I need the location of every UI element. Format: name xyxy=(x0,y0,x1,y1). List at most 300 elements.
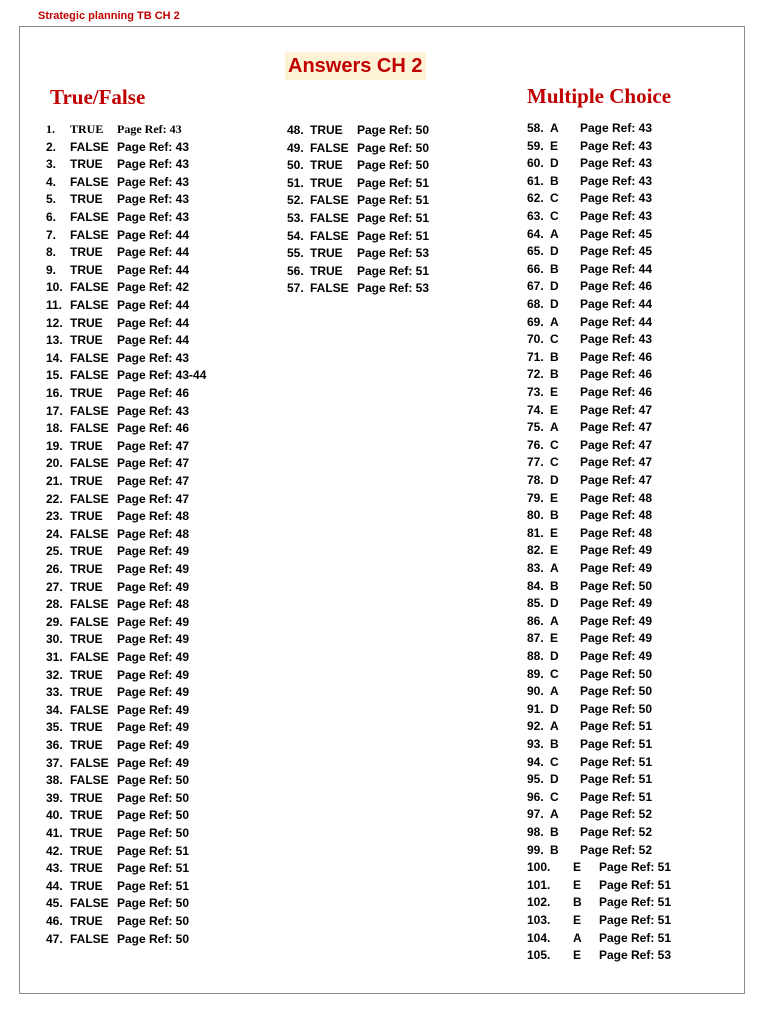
question-number: 59. xyxy=(527,139,544,153)
question-number: 78. xyxy=(527,473,544,487)
answer-value: TRUE xyxy=(70,386,103,400)
page-reference: Page Ref: 49 xyxy=(117,685,190,699)
question-number: 49. xyxy=(287,141,304,155)
question-number: 51. xyxy=(287,176,304,190)
page-reference: Page Ref: 49 xyxy=(580,631,653,645)
answer-value: TRUE xyxy=(70,263,103,277)
question-number: 88. xyxy=(527,649,544,663)
answer-value: A xyxy=(550,121,559,135)
question-number: 57. xyxy=(287,281,304,295)
question-number: 79. xyxy=(527,491,544,505)
question-number: 24. xyxy=(46,527,63,541)
answer-value: C xyxy=(550,755,559,769)
page-reference: Page Ref: 48 xyxy=(580,508,653,522)
question-number: 21. xyxy=(46,474,63,488)
question-number: 98. xyxy=(527,825,544,839)
question-number: 102. xyxy=(527,895,551,909)
page-reference: Page Ref: 51 xyxy=(357,211,430,225)
answer-value: C xyxy=(550,209,559,223)
answer-value: FALSE xyxy=(310,141,349,155)
answer-value: TRUE xyxy=(70,720,103,734)
answer-value: E xyxy=(550,631,559,645)
page-reference: Page Ref: 50 xyxy=(117,932,190,946)
page-reference: Page Ref: 47 xyxy=(580,455,653,469)
answer-value: B xyxy=(550,262,559,276)
question-number: 19. xyxy=(46,439,63,453)
answer-value: TRUE xyxy=(70,122,104,136)
question-number: 2. xyxy=(46,140,57,154)
answer-value: TRUE xyxy=(70,879,103,893)
page-reference: Page Ref: 43 xyxy=(117,122,182,136)
page-reference: Page Ref: 45 xyxy=(580,227,653,241)
answer-value: TRUE xyxy=(70,791,103,805)
page-reference: Page Ref: 51 xyxy=(580,755,653,769)
answer-value: A xyxy=(550,684,559,698)
page-reference: Page Ref: 43 xyxy=(117,351,190,365)
answer-value: TRUE xyxy=(310,246,343,260)
question-number: 11. xyxy=(46,298,63,312)
answer-value: B xyxy=(550,825,559,839)
answer-value: TRUE xyxy=(70,826,103,840)
page-reference: Page Ref: 52 xyxy=(580,843,653,857)
answer-value: FALSE xyxy=(310,229,349,243)
page-reference: Page Ref: 50 xyxy=(580,667,653,681)
answer-value: D xyxy=(550,772,559,786)
page-reference: Page Ref: 45 xyxy=(580,244,653,258)
answer-value: TRUE xyxy=(310,264,343,278)
question-number: 93. xyxy=(527,737,544,751)
answer-value: FALSE xyxy=(70,597,109,611)
question-number: 103. xyxy=(527,913,551,927)
true-false-heading: True/False xyxy=(50,85,146,109)
question-number: 70. xyxy=(527,332,544,346)
page-reference: Page Ref: 49 xyxy=(117,720,190,734)
answer-value: FALSE xyxy=(70,228,109,242)
question-number: 44. xyxy=(46,879,63,893)
answer-value: E xyxy=(550,385,559,399)
answer-value: A xyxy=(550,807,559,821)
answer-value: TRUE xyxy=(70,861,103,875)
page-reference: Page Ref: 48 xyxy=(580,526,653,540)
page-reference: Page Ref: 50 xyxy=(117,826,190,840)
question-number: 80. xyxy=(527,508,544,522)
page-reference: Page Ref: 51 xyxy=(357,264,430,278)
page-reference: Page Ref: 47 xyxy=(117,456,190,470)
question-number: 76. xyxy=(527,438,544,452)
page-reference: Page Ref: 47 xyxy=(117,439,190,453)
question-number: 84. xyxy=(527,579,544,593)
question-number: 100. xyxy=(527,860,551,874)
answer-value: TRUE xyxy=(70,632,103,646)
answer-value: E xyxy=(573,860,582,874)
question-number: 94. xyxy=(527,755,544,769)
page-reference: Page Ref: 43 xyxy=(580,191,653,205)
page-reference: Page Ref: 51 xyxy=(580,719,653,733)
page-reference: Page Ref: 51 xyxy=(580,790,653,804)
answer-value: FALSE xyxy=(70,896,109,910)
question-number: 72. xyxy=(527,367,544,381)
answer-value: D xyxy=(550,156,559,170)
page-title: Answers CH 2 xyxy=(285,52,426,80)
question-number: 92. xyxy=(527,719,544,733)
question-number: 47. xyxy=(46,932,63,946)
page-reference: Page Ref: 44 xyxy=(117,333,190,347)
answer-value: TRUE xyxy=(310,158,343,172)
page-reference: Page Ref: 50 xyxy=(117,896,190,910)
question-number: 73. xyxy=(527,385,544,399)
page-reference: Page Ref: 49 xyxy=(117,703,190,717)
answer-value: FALSE xyxy=(70,456,109,470)
question-number: 33. xyxy=(46,685,63,699)
question-number: 87. xyxy=(527,631,544,645)
answer-value: B xyxy=(550,174,559,188)
page-reference: Page Ref: 51 xyxy=(357,229,430,243)
answer-value: A xyxy=(550,614,559,628)
question-number: 43. xyxy=(46,861,63,875)
page-reference: Page Ref: 44 xyxy=(117,298,190,312)
page-reference: Page Ref: 49 xyxy=(580,614,653,628)
answer-value: FALSE xyxy=(70,703,109,717)
page-reference: Page Ref: 51 xyxy=(599,895,672,909)
answer-value: C xyxy=(550,332,559,346)
page-reference: Page Ref: 51 xyxy=(599,913,672,927)
question-number: 53. xyxy=(287,211,304,225)
answer-value: D xyxy=(550,244,559,258)
answer-value: D xyxy=(550,702,559,716)
question-number: 67. xyxy=(527,279,544,293)
page-reference: Page Ref: 47 xyxy=(580,403,653,417)
answer-value: TRUE xyxy=(70,914,103,928)
answer-value: FALSE xyxy=(70,210,109,224)
question-number: 1. xyxy=(46,122,55,136)
question-number: 8. xyxy=(46,245,57,259)
answer-value: D xyxy=(550,596,559,610)
question-number: 104. xyxy=(527,931,551,945)
question-number: 86. xyxy=(527,614,544,628)
answer-value: TRUE xyxy=(70,844,103,858)
question-number: 91. xyxy=(527,702,544,716)
page-reference: Page Ref: 43 xyxy=(117,157,190,171)
question-number: 22. xyxy=(46,492,63,506)
page-reference: Page Ref: 43 xyxy=(117,140,190,154)
answer-value: E xyxy=(573,913,582,927)
question-number: 30. xyxy=(46,632,63,646)
question-number: 14. xyxy=(46,351,63,365)
page-reference: Page Ref: 50 xyxy=(357,141,430,155)
page-reference: Page Ref: 43 xyxy=(580,332,653,346)
answer-value: C xyxy=(550,667,559,681)
answer-value: TRUE xyxy=(70,738,103,752)
page-reference: Page Ref: 43 xyxy=(117,175,190,189)
question-number: 15. xyxy=(46,368,63,382)
answer-value: E xyxy=(550,491,559,505)
answer-value: TRUE xyxy=(70,192,103,206)
answer-value: B xyxy=(550,350,559,364)
question-number: 65. xyxy=(527,244,544,258)
page-reference: Page Ref: 49 xyxy=(117,544,190,558)
question-number: 27. xyxy=(46,580,63,594)
answer-value: E xyxy=(573,948,582,962)
answer-value: FALSE xyxy=(310,281,349,295)
question-number: 6. xyxy=(46,210,57,224)
page-reference: Page Ref: 50 xyxy=(357,123,430,137)
question-number: 58. xyxy=(527,121,544,135)
page-reference: Page Ref: 47 xyxy=(117,492,190,506)
page-reference: Page Ref: 43 xyxy=(580,209,653,223)
question-number: 52. xyxy=(287,193,304,207)
answer-value: C xyxy=(550,455,559,469)
page-reference: Page Ref: 49 xyxy=(117,562,190,576)
question-number: 12. xyxy=(46,316,63,330)
page-reference: Page Ref: 48 xyxy=(580,491,653,505)
question-number: 20. xyxy=(46,456,63,470)
question-number: 74. xyxy=(527,403,544,417)
page-reference: Page Ref: 43 xyxy=(580,121,653,135)
answer-value: TRUE xyxy=(70,157,103,171)
answer-value: A xyxy=(550,719,559,733)
answer-value: B xyxy=(550,579,559,593)
question-number: 7. xyxy=(46,228,57,242)
question-number: 95. xyxy=(527,772,544,786)
question-number: 90. xyxy=(527,684,544,698)
answer-value: FALSE xyxy=(70,773,109,787)
answer-value: FALSE xyxy=(70,175,109,189)
answer-value: TRUE xyxy=(70,580,103,594)
page-reference: Page Ref: 48 xyxy=(117,527,190,541)
question-number: 13. xyxy=(46,333,63,347)
answer-value: D xyxy=(550,473,559,487)
page-reference: Page Ref: 50 xyxy=(117,791,190,805)
answer-value: TRUE xyxy=(70,544,103,558)
question-number: 101. xyxy=(527,878,551,892)
page-reference: Page Ref: 51 xyxy=(580,772,653,786)
question-number: 82. xyxy=(527,543,544,557)
page-reference: Page Ref: 49 xyxy=(117,615,190,629)
page-reference: Page Ref: 49 xyxy=(117,650,190,664)
page-reference: Page Ref: 43 xyxy=(580,139,653,153)
answer-value: TRUE xyxy=(70,668,103,682)
page-reference: Page Ref: 44 xyxy=(580,297,653,311)
page-reference: Page Ref: 51 xyxy=(599,878,672,892)
question-number: 25. xyxy=(46,544,63,558)
answer-value: TRUE xyxy=(70,808,103,822)
question-number: 18. xyxy=(46,421,63,435)
answer-value: TRUE xyxy=(70,509,103,523)
answer-value: D xyxy=(550,279,559,293)
answer-value: FALSE xyxy=(70,368,109,382)
page-reference: Page Ref: 50 xyxy=(580,579,653,593)
answer-value: FALSE xyxy=(310,211,349,225)
answer-value: A xyxy=(573,931,582,945)
question-number: 28. xyxy=(46,597,63,611)
question-number: 45. xyxy=(46,896,63,910)
page-reference: Page Ref: 49 xyxy=(117,738,190,752)
page-reference: Page Ref: 52 xyxy=(580,825,653,839)
page-reference: Page Ref: 49 xyxy=(117,756,190,770)
question-number: 81. xyxy=(527,526,544,540)
page-reference: Page Ref: 49 xyxy=(117,668,190,682)
answer-value: E xyxy=(573,878,582,892)
page-reference: Page Ref: 46 xyxy=(580,367,653,381)
question-number: 50. xyxy=(287,158,304,172)
answer-value: FALSE xyxy=(70,140,109,154)
answer-value: B xyxy=(550,843,559,857)
answer-value: FALSE xyxy=(310,193,349,207)
question-number: 48. xyxy=(287,123,304,137)
question-number: 56. xyxy=(287,264,304,278)
page-reference: Page Ref: 49 xyxy=(580,561,653,575)
page-reference: Page Ref: 49 xyxy=(580,596,653,610)
page-reference: Page Ref: 47 xyxy=(580,438,653,452)
question-number: 63. xyxy=(527,209,544,223)
multiple-choice-heading: Multiple Choice xyxy=(527,84,672,108)
question-number: 62. xyxy=(527,191,544,205)
page-reference: Page Ref: 51 xyxy=(599,931,672,945)
question-number: 68. xyxy=(527,297,544,311)
answer-value: B xyxy=(550,508,559,522)
question-number: 83. xyxy=(527,561,544,575)
answer-value: TRUE xyxy=(70,333,103,347)
question-number: 9. xyxy=(46,263,57,277)
question-number: 96. xyxy=(527,790,544,804)
question-number: 69. xyxy=(527,315,544,329)
question-number: 64. xyxy=(527,227,544,241)
page-reference: Page Ref: 47 xyxy=(580,473,653,487)
question-number: 34. xyxy=(46,703,63,717)
page-reference: Page Ref: 51 xyxy=(357,176,430,190)
page-reference: Page Ref: 49 xyxy=(117,632,190,646)
answer-value: D xyxy=(550,297,559,311)
page-reference: Page Ref: 48 xyxy=(117,509,190,523)
question-number: 54. xyxy=(287,229,304,243)
question-number: 17. xyxy=(46,404,63,418)
answer-value: FALSE xyxy=(70,280,109,294)
page-reference: Page Ref: 52 xyxy=(580,807,653,821)
answer-value: FALSE xyxy=(70,756,109,770)
page-reference: Page Ref: 51 xyxy=(357,193,430,207)
answer-value: E xyxy=(550,139,559,153)
answer-value: FALSE xyxy=(70,615,109,629)
question-number: 46. xyxy=(46,914,63,928)
answer-value: A xyxy=(550,227,559,241)
answer-value: TRUE xyxy=(70,316,103,330)
question-number: 39. xyxy=(46,791,63,805)
page-reference: Page Ref: 51 xyxy=(599,860,672,874)
question-number: 61. xyxy=(527,174,544,188)
page-reference: Page Ref: 44 xyxy=(117,263,190,277)
page-reference: Page Ref: 44 xyxy=(117,245,190,259)
answer-value: C xyxy=(550,790,559,804)
page-reference: Page Ref: 43 xyxy=(117,210,190,224)
page-reference: Page Ref: 50 xyxy=(580,684,653,698)
answer-value: D xyxy=(550,649,559,663)
page-reference: Page Ref: 47 xyxy=(580,420,653,434)
answer-value: TRUE xyxy=(70,474,103,488)
page-reference: Page Ref: 43-44 xyxy=(117,368,207,382)
question-number: 105. xyxy=(527,948,551,962)
answer-value: TRUE xyxy=(70,562,103,576)
page-reference: Page Ref: 49 xyxy=(117,580,190,594)
question-number: 42. xyxy=(46,844,63,858)
page-reference: Page Ref: 44 xyxy=(580,315,653,329)
page-reference: Page Ref: 53 xyxy=(599,948,672,962)
question-number: 29. xyxy=(46,615,63,629)
question-number: 5. xyxy=(46,192,57,206)
page-reference: Page Ref: 51 xyxy=(117,861,190,875)
page-reference: Page Ref: 46 xyxy=(580,385,653,399)
page-reference: Page Ref: 50 xyxy=(117,808,190,822)
question-number: 66. xyxy=(527,262,544,276)
page-reference: Page Ref: 51 xyxy=(117,844,190,858)
answer-value: FALSE xyxy=(70,404,109,418)
page-reference: Page Ref: 49 xyxy=(580,543,653,557)
answer-value: FALSE xyxy=(70,650,109,664)
question-number: 16. xyxy=(46,386,63,400)
answer-value: FALSE xyxy=(70,932,109,946)
answer-value: E xyxy=(550,403,559,417)
page-reference: Page Ref: 43 xyxy=(580,156,653,170)
question-number: 32. xyxy=(46,668,63,682)
page-reference: Page Ref: 50 xyxy=(580,702,653,716)
question-number: 35. xyxy=(46,720,63,734)
question-number: 55. xyxy=(287,246,304,260)
answer-value: A xyxy=(550,561,559,575)
page-reference: Page Ref: 53 xyxy=(357,281,430,295)
question-number: 89. xyxy=(527,667,544,681)
question-number: 85. xyxy=(527,596,544,610)
answer-value: TRUE xyxy=(70,439,103,453)
page-reference: Page Ref: 46 xyxy=(580,279,653,293)
page-reference: Page Ref: 42 xyxy=(117,280,190,294)
page-reference: Page Ref: 50 xyxy=(117,773,190,787)
answer-value: C xyxy=(550,191,559,205)
answer-value: TRUE xyxy=(310,176,343,190)
answer-value: TRUE xyxy=(70,245,103,259)
answer-value: A xyxy=(550,420,559,434)
question-number: 97. xyxy=(527,807,544,821)
answer-value: FALSE xyxy=(70,298,109,312)
question-number: 4. xyxy=(46,175,57,189)
question-number: 41. xyxy=(46,826,63,840)
question-number: 40. xyxy=(46,808,63,822)
page-reference: Page Ref: 49 xyxy=(580,649,653,663)
question-number: 37. xyxy=(46,756,63,770)
question-number: 77. xyxy=(527,455,544,469)
page-reference: Page Ref: 44 xyxy=(117,228,190,242)
answer-value: E xyxy=(550,543,559,557)
answer-value: B xyxy=(550,367,559,381)
question-number: 31. xyxy=(46,650,63,664)
page-reference: Page Ref: 53 xyxy=(357,246,430,260)
question-number: 60. xyxy=(527,156,544,170)
page-reference: Page Ref: 47 xyxy=(117,474,190,488)
page-reference: Page Ref: 43 xyxy=(580,174,653,188)
page-reference: Page Ref: 43 xyxy=(117,404,190,418)
question-number: 99. xyxy=(527,843,544,857)
answer-value: FALSE xyxy=(70,351,109,365)
question-number: 36. xyxy=(46,738,63,752)
page-reference: Page Ref: 44 xyxy=(117,316,190,330)
answer-value: FALSE xyxy=(70,421,109,435)
answer-value: B xyxy=(573,895,582,909)
question-number: 23. xyxy=(46,509,63,523)
question-number: 75. xyxy=(527,420,544,434)
page-reference: Page Ref: 48 xyxy=(117,597,190,611)
answer-value: FALSE xyxy=(70,527,109,541)
question-number: 38. xyxy=(46,773,63,787)
answer-value: FALSE xyxy=(70,492,109,506)
answer-value: A xyxy=(550,315,559,329)
